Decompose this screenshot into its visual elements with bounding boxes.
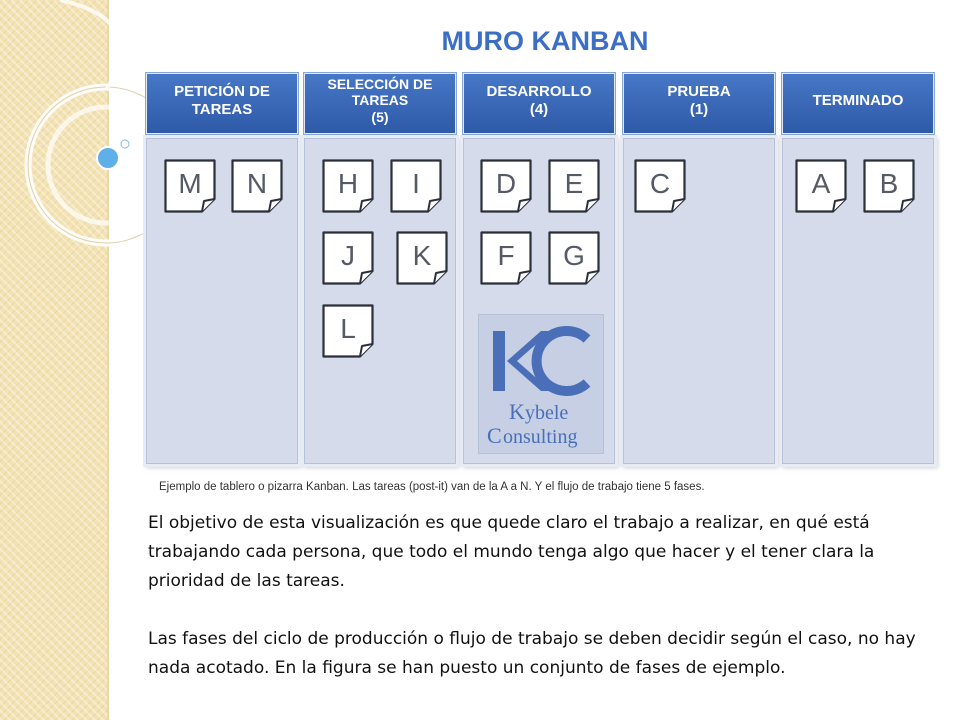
task-card-label: G — [563, 240, 585, 271]
task-card-label: J — [341, 240, 355, 271]
column-header-desarrollo: DESARROLLO (4) — [463, 73, 615, 134]
task-card-label: F — [497, 240, 515, 271]
task-card-m[interactable] — [164, 159, 216, 213]
task-card-k[interactable] — [396, 231, 448, 285]
kybele-consulting-logo — [478, 314, 604, 454]
column-header-prueba: PRUEBA (1) — [623, 73, 775, 134]
paragraph-objective: El objetivo de esta visualización es que quede claro el trabajo a realizar, en qué está trabajando cada persona, que todo el mundo tenga algo que hacer y el tener clara la prioridad de las tareas. — [148, 513, 875, 591]
task-card-label: E — [564, 168, 584, 199]
task-card-a[interactable] — [795, 159, 847, 213]
task-card-l[interactable] — [322, 304, 374, 358]
decorative-dot-icon — [121, 140, 129, 148]
task-card-c[interactable] — [634, 159, 686, 213]
svg-text:onsulting: onsulting — [503, 426, 578, 448]
task-card-label: A — [811, 168, 831, 199]
task-card-label: B — [879, 168, 899, 199]
task-card-label: I — [412, 168, 420, 199]
paragraph-phases: Las fases del ciclo de producción o flujo de trabajo se deben decidir según el caso, no hay nada acotado. En la figura se han puesto un conjunto de fases de ejemplo. — [148, 629, 916, 678]
task-card-n[interactable] — [231, 159, 283, 213]
task-card-e[interactable] — [548, 159, 600, 213]
task-card-label: L — [340, 313, 356, 344]
svg-text:C: C — [487, 423, 502, 448]
column-header-terminado: TERMINADO — [782, 73, 934, 134]
decorative-bubble-icon — [97, 147, 119, 169]
task-card-label: H — [337, 168, 359, 199]
svg-text:ybele: ybele — [525, 402, 569, 424]
task-card-label: K — [412, 240, 432, 271]
task-card-b[interactable] — [863, 159, 915, 213]
task-card-g[interactable] — [548, 231, 600, 285]
column-header-seleccion: SELECCIÓN DE TAREAS (5) — [304, 73, 456, 134]
task-card-d[interactable] — [480, 159, 532, 213]
column-header-peticion: PETICIÓN DE TAREAS — [146, 73, 298, 134]
svg-text:K: K — [509, 399, 525, 424]
task-card-f[interactable] — [480, 231, 532, 285]
task-card-i[interactable] — [390, 159, 442, 213]
task-card-label: N — [246, 168, 268, 199]
task-card-label: M — [178, 168, 202, 199]
task-card-label: C — [649, 168, 671, 199]
page-title: MURO KANBAN — [441, 26, 649, 56]
task-card-label: D — [495, 168, 517, 199]
task-card-j[interactable] — [322, 231, 374, 285]
figure-caption: Ejemplo de tablero o pizarra Kanban. Las tareas (post-it) van de la A a N. Y el flujo de trabajo tiene 5 fases. — [159, 481, 705, 493]
task-card-h[interactable] — [322, 159, 374, 213]
